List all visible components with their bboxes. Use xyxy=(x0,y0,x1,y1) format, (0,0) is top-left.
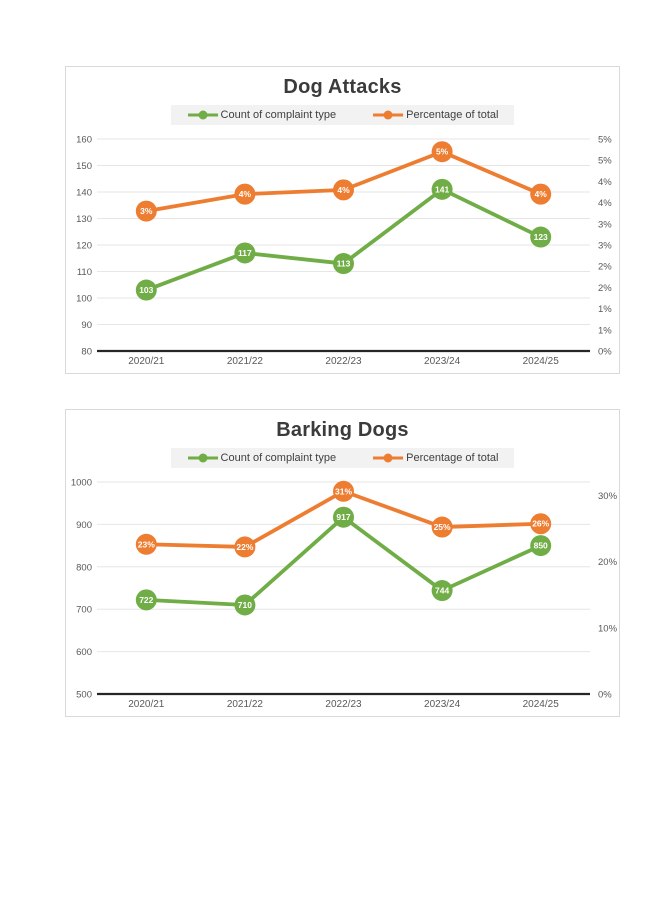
data-point-label: 26% xyxy=(532,518,550,529)
data-point-label: 4% xyxy=(534,189,547,200)
left-axis-tick-label: 110 xyxy=(76,267,92,278)
right-axis-tick-label: 0% xyxy=(598,346,612,358)
left-axis-tick-label: 700 xyxy=(76,604,92,616)
data-point-label: 22% xyxy=(236,541,254,552)
data-point-label: 141 xyxy=(435,184,450,195)
data-point-label: 117 xyxy=(238,247,252,258)
right-axis-tick-label: 30% xyxy=(598,490,618,502)
x-axis-category-label: 2021/22 xyxy=(226,356,263,367)
data-point-label: 722 xyxy=(139,594,154,605)
line-marker-glyph-green xyxy=(187,453,219,463)
data-point-label: 23% xyxy=(137,539,155,550)
legend-item-count xyxy=(187,452,337,464)
right-axis-tick-label: 4% xyxy=(598,198,612,210)
right-axis-tick-label: 4% xyxy=(598,176,612,188)
chart-legend xyxy=(171,105,515,125)
data-point-label: 4% xyxy=(337,184,350,195)
legend-item-percentage xyxy=(372,109,498,121)
right-axis-tick-label: 2% xyxy=(598,282,612,294)
legend-item-percentage xyxy=(372,452,498,464)
line-marker-glyph-orange xyxy=(372,453,404,463)
data-point-label: 5% xyxy=(435,146,449,157)
x-axis-category-label: 2023/24 xyxy=(424,356,461,367)
data-point-label: 25% xyxy=(433,522,451,533)
left-axis-tick-label: 100 xyxy=(76,293,92,305)
left-axis-tick-label: 80 xyxy=(81,346,92,358)
left-axis-tick-label: 120 xyxy=(76,240,92,252)
series-line xyxy=(146,189,540,290)
right-axis-tick-label: 3% xyxy=(598,240,612,252)
chart-card-dog-attacks xyxy=(65,66,620,374)
data-point-label: 710 xyxy=(237,599,252,610)
left-axis-tick-label: 160 xyxy=(76,134,92,146)
legend-label-percentage: Percentage of total xyxy=(406,109,499,121)
data-point-label: 31% xyxy=(334,486,353,497)
line-marker-glyph-orange xyxy=(372,110,404,120)
left-axis-tick-label: 800 xyxy=(76,562,92,574)
legend-item-count xyxy=(187,109,337,121)
right-axis-tick-label: 20% xyxy=(598,557,618,568)
data-point-label: 744 xyxy=(435,585,450,596)
right-axis-tick-label: 5% xyxy=(598,155,612,167)
chart-card-barking-dogs xyxy=(65,409,620,717)
chart-title: Dog Attacks xyxy=(283,76,402,98)
right-axis-tick-label: 1% xyxy=(598,325,612,337)
x-axis-category-label: 2022/23 xyxy=(325,356,362,367)
x-axis-category-label: 2023/24 xyxy=(424,699,461,710)
left-axis-tick-label: 150 xyxy=(76,161,92,172)
series-line xyxy=(146,517,540,605)
x-axis-category-label: 2024/25 xyxy=(522,356,559,367)
left-axis-tick-label: 90 xyxy=(81,320,92,331)
right-axis-tick-label: 5% xyxy=(598,134,612,146)
left-axis-tick-label: 130 xyxy=(76,214,92,225)
data-point-label: 850 xyxy=(533,540,548,551)
legend-label-percentage: Percentage of total xyxy=(406,452,499,464)
data-point-label: 103 xyxy=(139,285,154,296)
chart-legend xyxy=(171,448,515,468)
right-axis-tick-label: 10% xyxy=(598,623,618,635)
right-axis-tick-label: 3% xyxy=(598,219,612,231)
right-axis-tick-label: 2% xyxy=(598,261,612,273)
legend-label-count: Count of complaint type xyxy=(220,109,337,121)
left-axis-tick-label: 140 xyxy=(76,187,92,199)
right-axis-tick-label: 0% xyxy=(598,689,612,701)
x-axis-category-label: 2021/22 xyxy=(226,699,263,710)
data-point-label: 4% xyxy=(238,189,252,200)
x-axis-category-label: 2022/23 xyxy=(325,699,362,710)
chart-title: Barking Dogs xyxy=(276,419,409,441)
data-point-label: 917 xyxy=(336,512,351,523)
line-marker-glyph-green xyxy=(187,110,219,120)
right-axis-tick-label: 1% xyxy=(598,304,612,316)
left-axis-tick-label: 500 xyxy=(76,689,92,701)
data-point-label: 113 xyxy=(336,258,351,269)
left-axis-tick-label: 900 xyxy=(76,519,92,531)
left-axis-tick-label: 1000 xyxy=(70,477,92,489)
x-axis-category-label: 2020/21 xyxy=(128,699,165,710)
x-axis-category-label: 2020/21 xyxy=(128,356,165,367)
x-axis-category-label: 2024/25 xyxy=(522,699,559,710)
legend-label-count: Count of complaint type xyxy=(220,452,337,464)
data-point-label: 3% xyxy=(140,206,153,217)
left-axis-tick-label: 600 xyxy=(76,647,92,659)
data-point-label: 123 xyxy=(533,232,548,243)
